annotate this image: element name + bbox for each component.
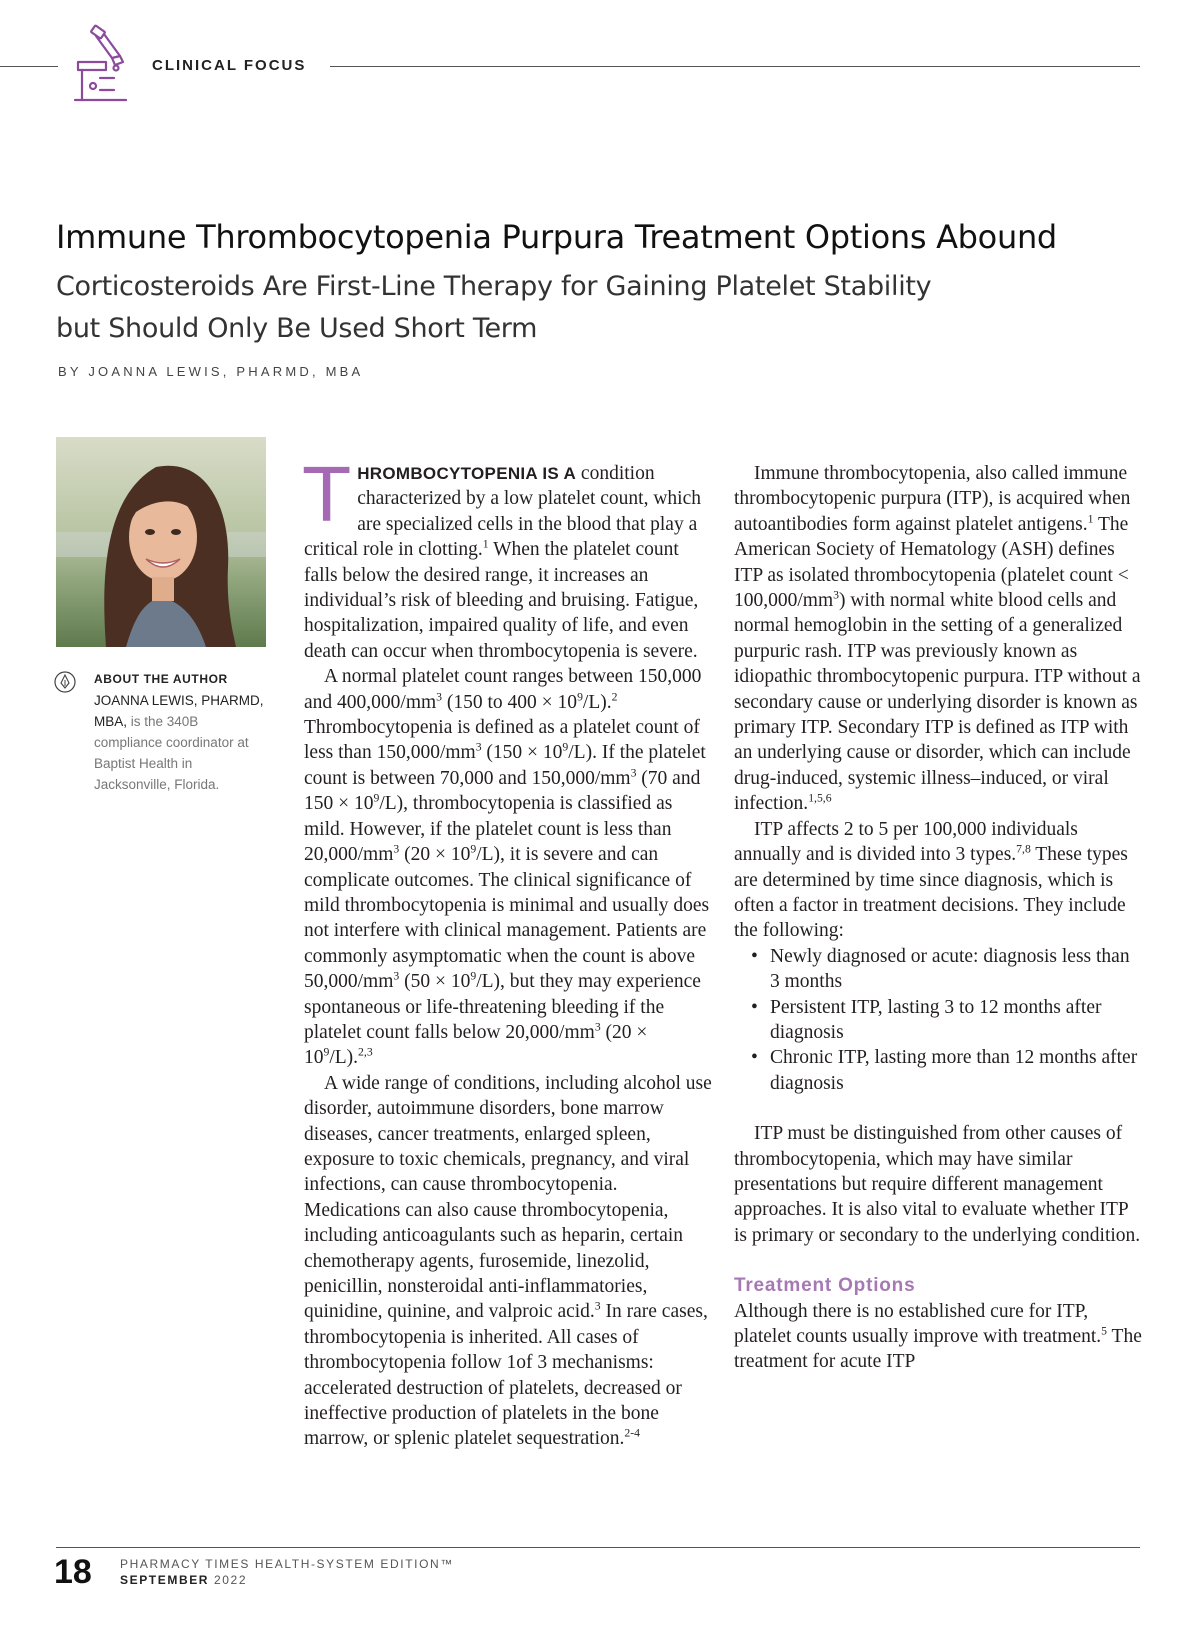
issue-year: 2022 <box>209 1573 248 1587</box>
treatment-options-heading: Treatment Options <box>734 1275 916 1297</box>
list-item: • Chronic ITP, lasting more than 12 months after diagnosis <box>770 1045 1144 1096</box>
paragraph-treatment: Although there is no established cure for ITP, platelet counts usually improve with treatment.$^5$ The treatment for acute ITP <box>734 1300 1142 1373</box>
paragraph-intro: THROMBOCYTOPENIA IS A condition characterized by a low platelet count, which are specialized cells in the blood that play a critical role in clotting.$^1$ When the platelet count falls below the desired range, it increases an individual’s risk of bleeding and bruising. Fatigue, hospitalization, impaired quality of life, and even death can occur when thrombocytopenia is severe. <box>304 453 702 662</box>
page-number: 18 <box>54 1553 92 1591</box>
author-name: JOANNA LEWIS, PHARMD, MBA, <box>94 693 264 729</box>
footer-rule <box>56 1547 1140 1548</box>
article-column-2 <box>734 461 1144 1375</box>
itp-types-list <box>734 944 1144 1096</box>
byline: BY JOANNA LEWIS, PHARMD, MBA <box>58 364 364 379</box>
paragraph-itp-definition: Immune thrombocytopenia, also called immune thrombocytopenic purpura (ITP), is acquired when autoantibodies form against platelet antigens.$^1$ The American Society of Hematology (ASH) defines ITP as isolated thrombocytopenia (platelet count < $100,000/mm^3$) with normal white blood cells and normal hemoglobin in the setting of a generalized purpuric rash. ITP was previously known as idiopathic thrombocytopenic purpura. ITP without a secondary cause or underlying disorder is known as primary ITP. Secondary ITP is defined as ITP with an underlying cause or disorder, which can include drug-induced, systemic illness–induced, or viral infection.$^{1,5,6}$ <box>734 463 1141 815</box>
drop-cap: T <box>304 453 350 539</box>
publication-name: PHARMACY TIMES HEALTH-SYSTEM EDITION™ <box>120 1557 454 1571</box>
article-title: Immune Thrombocytopenia Purpura Treatment Options Abound <box>56 218 1057 256</box>
pen-nib-icon <box>54 671 76 693</box>
header-rule-right <box>330 66 1140 67</box>
subtitle-line-1: Corticosteroids Are First-Line Therapy for Gaining Platelet Stability <box>56 271 932 302</box>
list-item: • Newly diagnosed or acute: diagnosis less than 3 months <box>770 944 1144 995</box>
about-the-author <box>94 669 264 795</box>
paragraph-itp-types: ITP affects 2 to 5 per 100,000 individuals annually and is divided into 3 types.$^{7,8}$ These types are determined by time since diagnosis, which is often a factor in treatment decisions. They include the following: <box>734 818 1128 942</box>
subtitle-line-2: but Should Only Be Used Short Term <box>56 313 538 344</box>
paragraph-causes: A wide range of conditions, including alcohol use disorder, autoimmune disorders, bone marrow diseases, cancer treatments, enlarged spleen, exposure to toxic chemicals, pregnancy, and viral infections, can cause thrombocytopenia. Medications can also cause thrombocytopenia, including anticoagulants such as heparin, certain chemotherapy agents, furosemide, linezolid, penicillin, nonsteroidal anti-inflammatories, quinidine, quinine, and valproic acid.$^3$ In rare cases, thrombocytopenia is inherited. All cases of thrombocytopenia follow 1of 3 mechanisms: accelerated destruction of platelets, decreased or ineffective production of platelets in the bone marrow, or splenic platelet sequestration.$^{2-4}$ <box>304 1072 712 1450</box>
author-photo <box>56 437 266 647</box>
article-column-1 <box>304 453 714 1452</box>
header-rule-left <box>0 66 58 67</box>
issue-month: SEPTEMBER <box>120 1573 210 1587</box>
section-label: CLINICAL FOCUS <box>152 57 307 74</box>
list-item: • Persistent ITP, lasting 3 to 12 months after diagnosis <box>770 995 1144 1046</box>
paragraph-normal-count: A normal platelet count ranges between 150,000 and $400,000/mm^3$ (150 to $400 \times 10^9/L).^2$ Thrombocytopenia is defined as a platelet count of less than $150,000/mm^3$ $(150 \times 10^9/L)$. If the platelet count is between 70,000 and $150,000/mm^3$ (70 and $150 \times 10^9/L$), thrombocytopenia is classified as mild. However, if the platelet count is less than $20,000/mm^3$ $(20 \times 10^9/L)$, it is severe and can complicate outcomes. The clinical significance of mild thrombocytopenia is minimal and usually does not interfere with clinical management. Patients are commonly asymptomatic when the count is above $50,000/mm^3$ $(50 \times 10^9/L)$, but they may experience spontaneous or life-threatening bleeding if the platelet count falls below $20,000/mm^3$ $(20 \times 10^9/L).^{2,3}$ <box>304 666 710 1069</box>
publication-info <box>120 1556 454 1588</box>
paragraph-distinguish: ITP must be distinguished from other causes of thrombocytopenia, which may have similar presentations but require different management approaches. It is also vital to evaluate whether ITP is primary or secondary to the underlying condition. <box>734 1123 1141 1246</box>
author-heading: ABOUT THE AUTHOR <box>94 672 228 686</box>
microscope-icon <box>70 24 132 104</box>
lead-in: HROMBOCYTOPENIA IS A <box>357 464 577 483</box>
article-subtitle <box>56 266 1056 350</box>
author-bio: is the 340B compliance coordinator at Baptist Health in Jacksonville, Florida. <box>94 714 249 792</box>
